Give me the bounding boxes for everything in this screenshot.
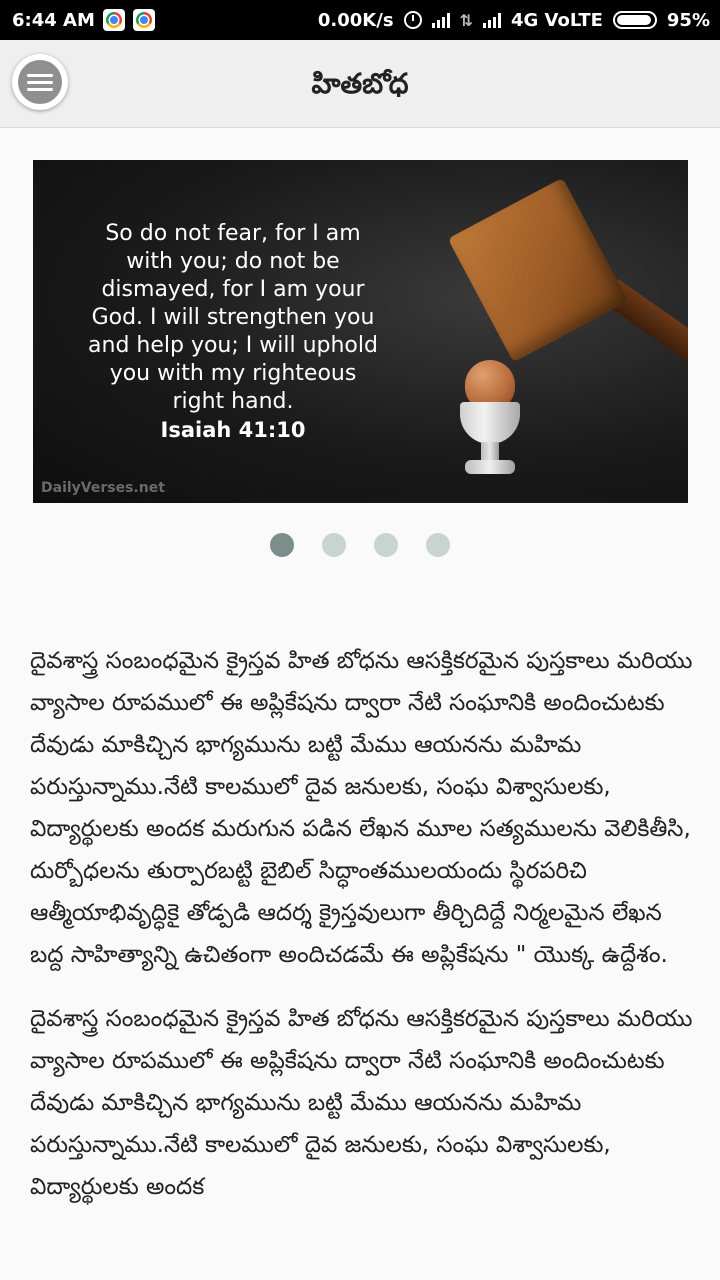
chrome-notification-icon (133, 9, 155, 31)
pager-indicator (0, 533, 720, 557)
pager-dot[interactable] (374, 533, 398, 557)
app-bar (0, 40, 720, 128)
verse-reference: Isaiah 41:10 (160, 418, 306, 442)
battery-icon (613, 11, 657, 29)
verse-text: So do not fear, for I am with you; do not be dismayed, for I am your God. I will strengthen you and help you; I will uphold you with my righteous right hand. (88, 221, 378, 414)
data-arrows-icon: ⇅ (459, 10, 473, 30)
verse-banner-image[interactable] (33, 160, 688, 503)
status-time: 6:44 AM (12, 9, 95, 31)
egg-cup-base-graphic (465, 460, 515, 474)
intro-paragraph: దైవశాస్త్ర సంబంధమైన క్రైస్తవ హిత బోధను ఆసక్తికరమైన పుస్తకాలు మరియు వ్యాసాల రూపములో ఈ అప్లికేషను ద్వారా నేటి సంఘానికి అందించుటకు దేవుడు మాకిచ్చిన భాగ్యమును బట్టి మేము ఆయనను మహిమ పరుస్తున్నాము.నేటి కాలములో దైవ జనులకు, సంఘ విశ్వాసులకు, విద్యార్థులకు అందక మరుగున పడిన లేఖన మూల సత్యములను వెలికితీసి, దుర్బోధలను తుర్పారబట్టి బైబిల్ సిద్ధాంతములయందు స్థిరపరిచి ఆత్మీయాభివృద్ధికై తోడ్పడి ఆదర్శ క్రైస్తవులుగా తీర్చిదిద్దే నిర్మలమైన లేఖన బద్ద సాహిత్యాన్ని ఉచితంగా అందిచడమే ఈ అప్లికేషను " యొక్క ఉద్దేశం. (30, 648, 693, 968)
pager-dot[interactable] (426, 533, 450, 557)
status-bar (0, 0, 720, 40)
intro-paragraph: దైవశాస్త్ర సంబంధమైన క్రైస్తవ హిత బోధను ఆసక్తికరమైన పుస్తకాలు మరియు వ్యాసాల రూపములో ఈ అప్లికేషను ద్వారా నేటి సంఘానికి అందించుటకు దేవుడు మాకిచ్చిన భాగ్యమును బట్టి మేము ఆయనను మహిమ పరుస్తున్నాము.నేటి కాలములో దైవ జనులకు, సంఘ విశ్వాసులకు, విద్యార్థులకు అందక (30, 1006, 693, 1200)
pager-dot[interactable] (270, 533, 294, 557)
signal-icon (432, 12, 450, 28)
hammer-head-graphic (448, 178, 629, 363)
network-type: 4G VoLTE (510, 9, 603, 31)
egg-cup-graphic (460, 402, 520, 444)
alarm-icon (404, 11, 422, 29)
signal-icon (483, 12, 501, 28)
pager-dot[interactable] (322, 533, 346, 557)
intro-content (30, 640, 694, 1230)
watermark: DailyVerses.net (41, 480, 165, 496)
network-speed: 0.00K/s (317, 9, 394, 31)
menu-button[interactable] (12, 54, 68, 110)
battery-level: 95% (666, 9, 710, 31)
page-title: హితబోధ (311, 67, 409, 100)
hamburger-icon (18, 60, 62, 104)
chrome-notification-icon (103, 9, 125, 31)
